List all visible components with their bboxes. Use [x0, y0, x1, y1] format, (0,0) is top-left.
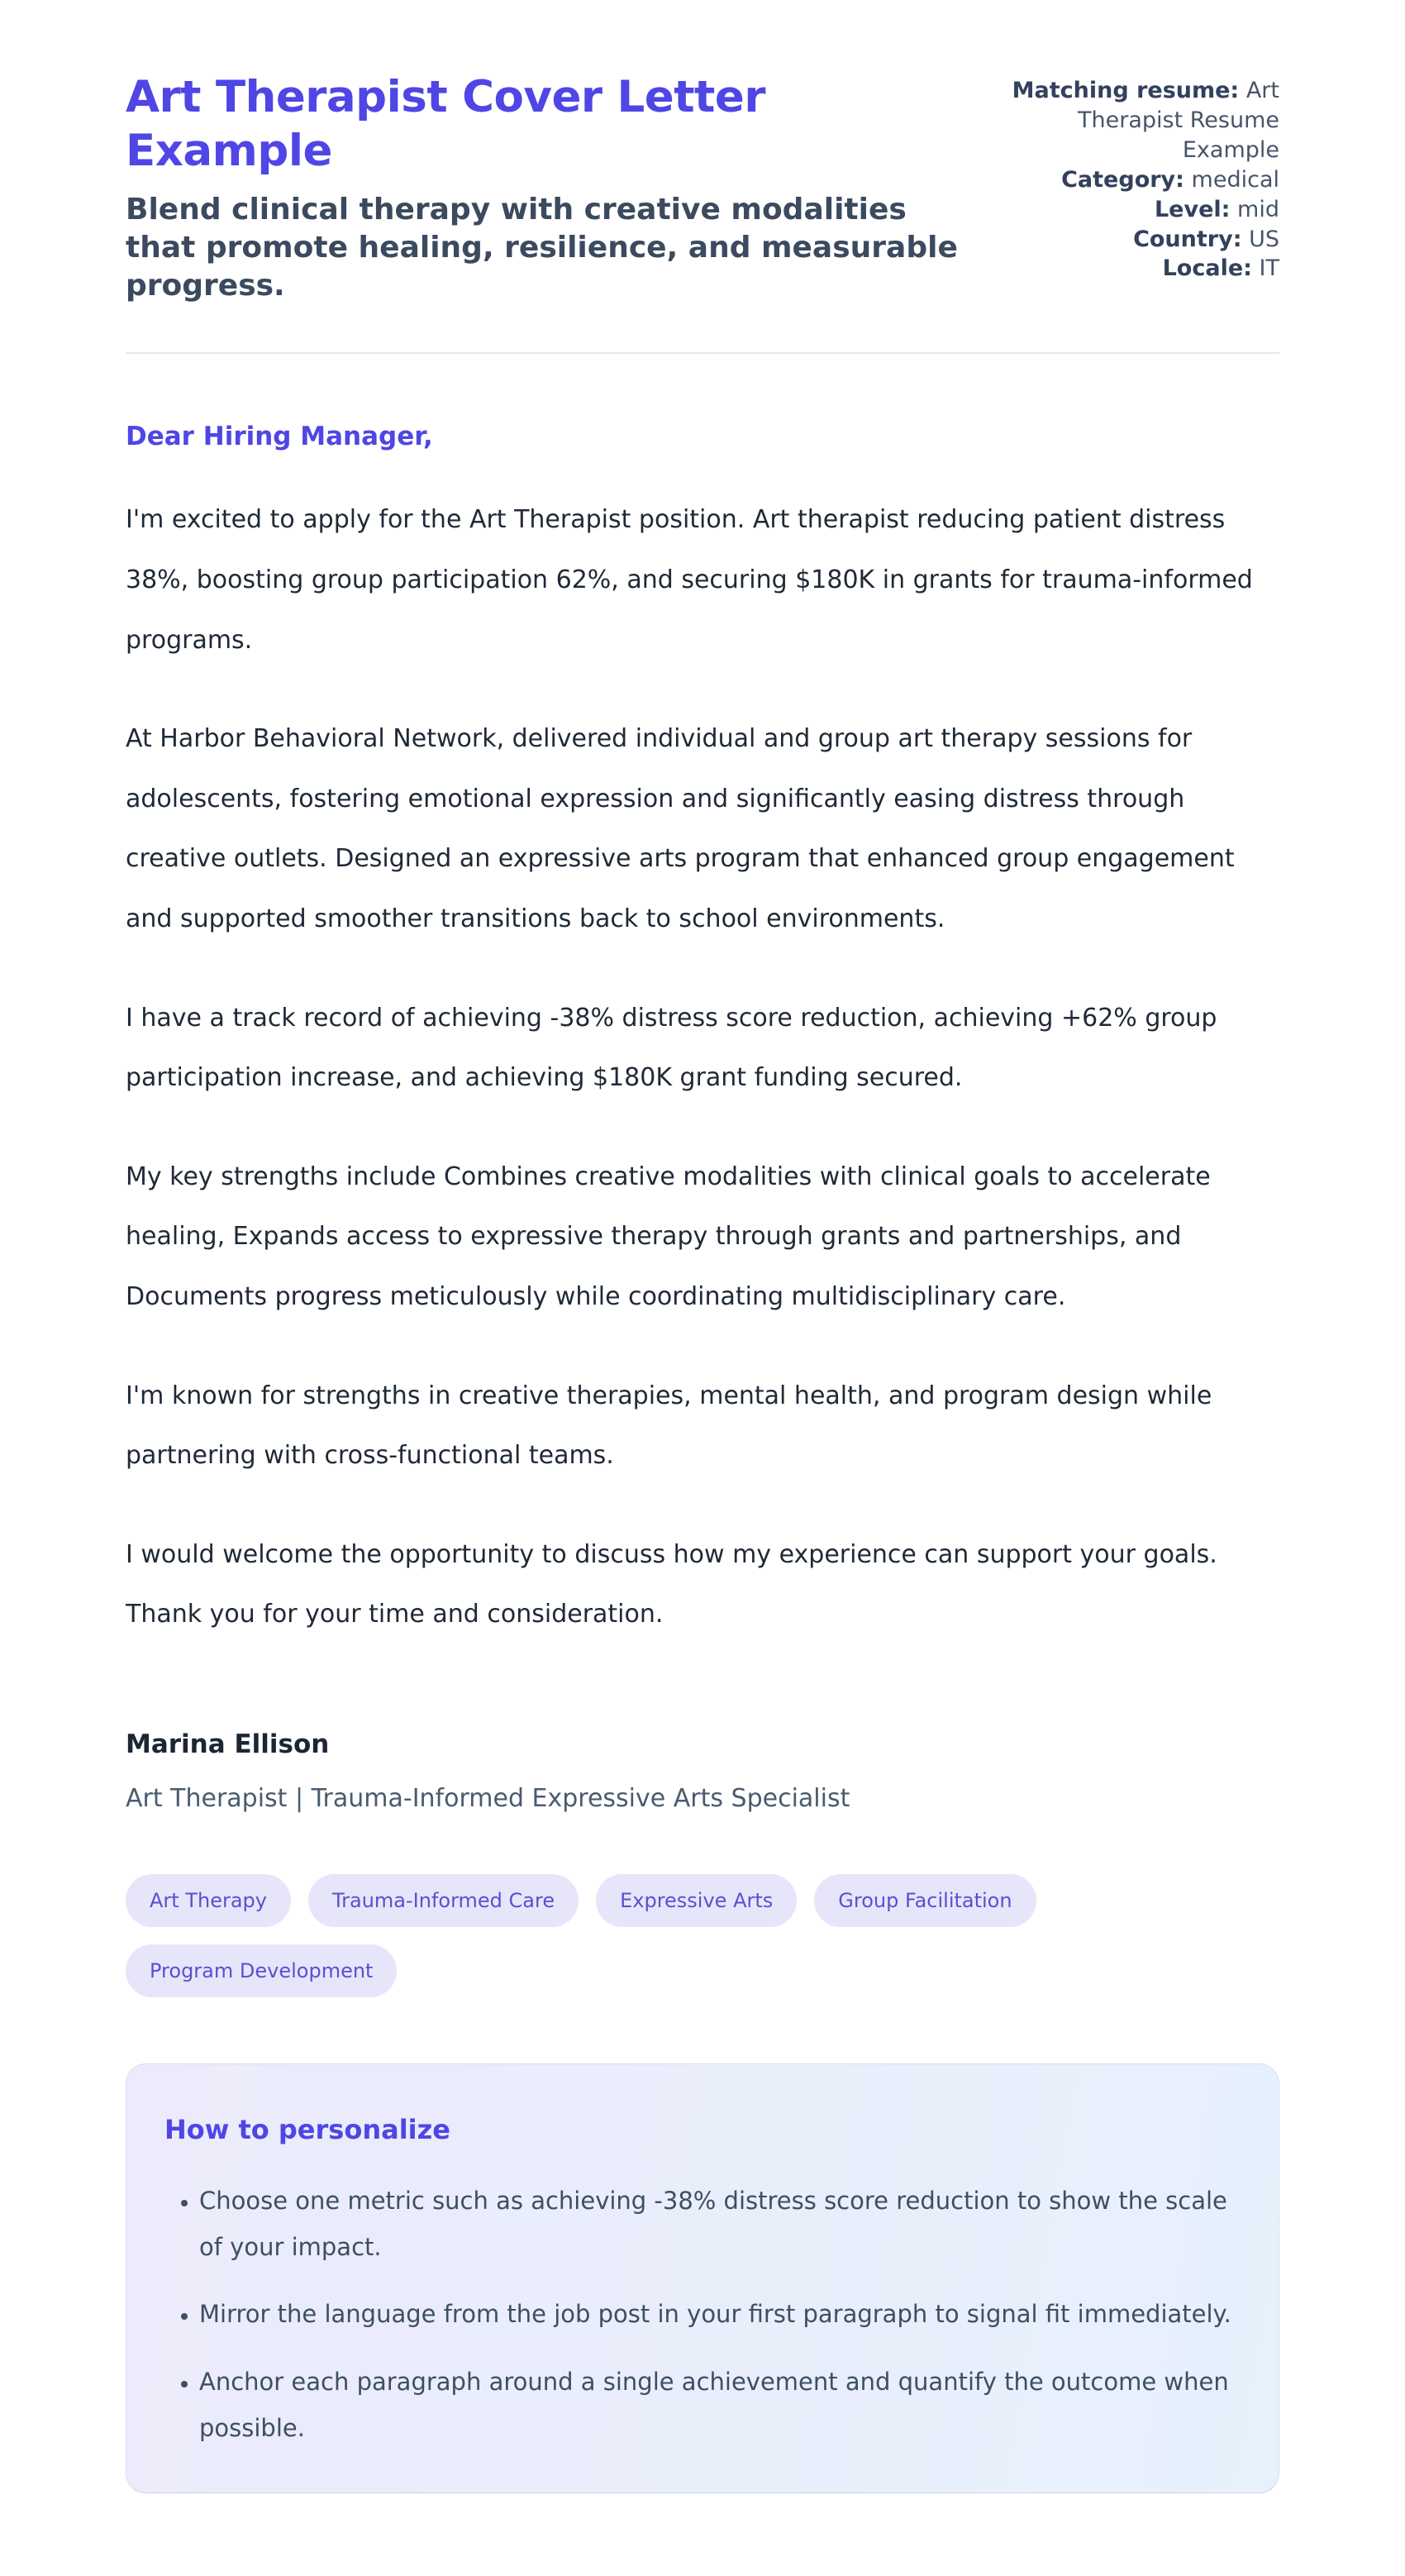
meta-value: Art Therapist Resume Example [1078, 78, 1279, 163]
meta-item-category [1007, 165, 1279, 195]
tag-pill: Program Development [126, 1944, 397, 1997]
meta-label: Matching resume: [1012, 78, 1240, 103]
page-subtitle: Blend clinical therapy with creative modalities that promote healing, resilience, and measurable progress. [126, 193, 958, 303]
letter-paragraph: I would welcome the opportunity to discuss how my experience can support your goals. Thank you for your time and consideration. [126, 1539, 1217, 1629]
signature-title: Art Therapist | Trauma-Informed Expressive Arts Specialist [126, 1783, 850, 1813]
personalize-list [164, 2178, 1241, 2451]
letter-paragraph: My key strengths include Combines creative modalities with clinical goals to accelerate healing, Expands access to expressive therapy through grants and partnerships, and Documents progress meticulously while coordinating multidisciplinary care. [126, 1162, 1211, 1311]
letter-paragraph: I'm excited to apply for the Art Therapist position. Art therapist reducing patient distress 38%, boosting group participation 62%, and securing $180K in grants for trauma-informed programs. [126, 505, 1253, 655]
meta-label: Locale: [1162, 255, 1252, 282]
meta-value: medical [1191, 166, 1279, 193]
personalize-title: How to personalize [164, 2113, 450, 2145]
meta-label: Level: [1154, 196, 1231, 222]
meta-label: Category: [1061, 166, 1184, 193]
meta-value: mid [1237, 196, 1279, 222]
cover-letter-body [126, 422, 1279, 2493]
page-header [126, 71, 1279, 304]
signature-name: Marina Ellison [126, 1729, 330, 1759]
personalize-item: • Choose one metric such as achieving -38% distress score reduction to show the scale of your impact. [199, 2178, 1232, 2270]
salutation: Dear Hiring Manager, [126, 422, 433, 452]
tag-pill: Expressive Arts [596, 1874, 797, 1927]
page-title: Art Therapist Cover Letter Example [126, 72, 765, 176]
personalize-item: • Anchor each paragraph around a single achievement and quantify the outcome when possible. [199, 2359, 1232, 2451]
letter-paragraph: At Harbor Behavioral Network, delivered individual and group art therapy sessions for adolescents, fostering emotional expression and significantly easing distress through creative outlets. Designed an expressive arts program that enhanced group engagement and supported smoother transitions back to school environments. [126, 724, 1235, 934]
header-divider [126, 352, 1279, 354]
meta-item-country [1007, 225, 1279, 255]
skill-tags-list [126, 1874, 1279, 1997]
tag-pill: Group Facilitation [814, 1874, 1036, 1927]
personalize-box [126, 2063, 1279, 2493]
meta-item-locale [1007, 254, 1279, 284]
meta-label: Country: [1133, 226, 1242, 252]
header-title-block [126, 71, 1007, 304]
letter-paragraph: I'm known for strengths in creative therapies, mental health, and program design while partnering with cross-functional teams. [126, 1381, 1212, 1471]
meta-value: IT [1259, 255, 1279, 282]
tag-pill: Trauma-Informed Care [308, 1874, 579, 1927]
resume-meta [1007, 76, 1279, 284]
personalize-item: • Mirror the language from the job post in your first paragraph to signal fit immediately. [199, 2292, 1232, 2338]
meta-value: US [1249, 226, 1279, 252]
tag-pill: Art Therapy [126, 1874, 291, 1927]
meta-item-matching-resume [1007, 76, 1279, 165]
meta-item-level [1007, 195, 1279, 225]
letter-paragraph: I have a track record of achieving -38% distress score reduction, achieving +62% group participation increase, and achieving $180K grant funding secured. [126, 1003, 1217, 1093]
